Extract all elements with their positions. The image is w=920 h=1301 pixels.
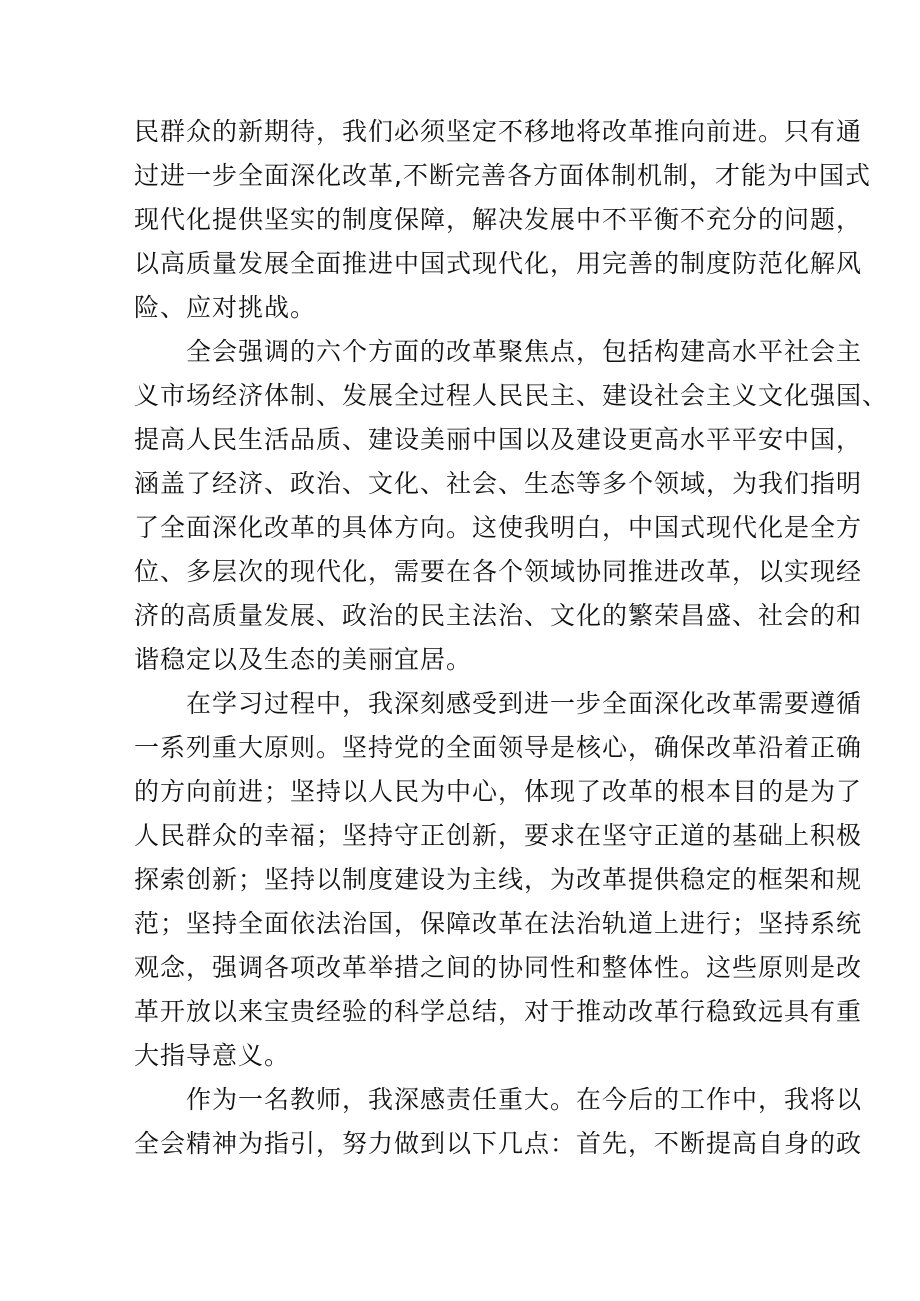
text-line: 在学习过程中，我深刻感受到进一步全面深化改革需要遵循 [186,689,863,718]
text-line: 现代化提供坚实的制度保障，解决发展中不平衡不充分的问题， [134,205,863,234]
paragraph-4 [134,1078,863,1166]
text-line: 民群众的新期待，我们必须坚定不移地将改革推向前进。只有通 [134,117,863,146]
paragraph-1 [134,110,871,330]
text-line: 以高质量发展全面推进中国式现代化，用完善的制度防范化解风 [134,249,863,278]
text-line: 位、多层次的现代化，需要在各个领域协同推进改革，以实现经 [134,557,863,586]
text-line: 谐稳定以及生态的美丽宜居。 [134,645,473,674]
paragraph-2 [134,330,889,682]
text-line: 大指导意义。 [134,1041,291,1070]
text-line: 观念，强调各项改革举措之间的协同性和整体性。这些原则是改 [134,953,863,982]
text-line: 全会强调的六个方面的改革聚焦点，包括构建高水平社会主 [186,337,863,366]
paragraph-3 [134,682,863,1078]
text-line: 范；坚持全面依法治国，保障改革在法治轨道上进行；坚持系统 [134,909,863,938]
text-line: 了全面深化改革的具体方向。这使我明白，中国式现代化是全方 [134,513,863,542]
text-line: 革开放以来宝贵经验的科学总结，对于推动改革行稳致远具有重 [134,997,863,1026]
text-line: 义市场经济体制、发展全过程人民民主、建设社会主义文化强国、 [134,381,889,410]
text-line: 人民群众的幸福；坚持守正创新，要求在坚守正道的基础上积极 [134,821,863,850]
body-text [134,110,889,1166]
text-line: 一系列重大原则。坚持党的全面领导是核心，确保改革沿着正确 [134,733,863,762]
text-line: 作为一名教师，我深感责任重大。在今后的工作中，我将以 [186,1085,863,1114]
text-line: 涵盖了经济、政治、文化、社会、生态等多个领域，为我们指明 [134,469,863,498]
text-line: 全会精神为指引，努力做到以下几点：首先，不断提高自身的政 [134,1129,863,1158]
text-line: 提高人民生活品质、建设美丽中国以及建设更高水平平安中国， [134,425,863,454]
text-line: 的方向前进；坚持以人民为中心，体现了改革的根本目的是为了 [134,777,863,806]
text-line: 过进一步全面深化改革,不断完善各方面体制机制，才能为中国式 [134,161,871,190]
text-line: 险、应对挑战。 [134,293,317,322]
text-line: 济的高质量发展、政治的民主法治、文化的繁荣昌盛、社会的和 [134,601,863,630]
text-line: 探索创新；坚持以制度建设为主线，为改革提供稳定的框架和规 [134,865,863,894]
